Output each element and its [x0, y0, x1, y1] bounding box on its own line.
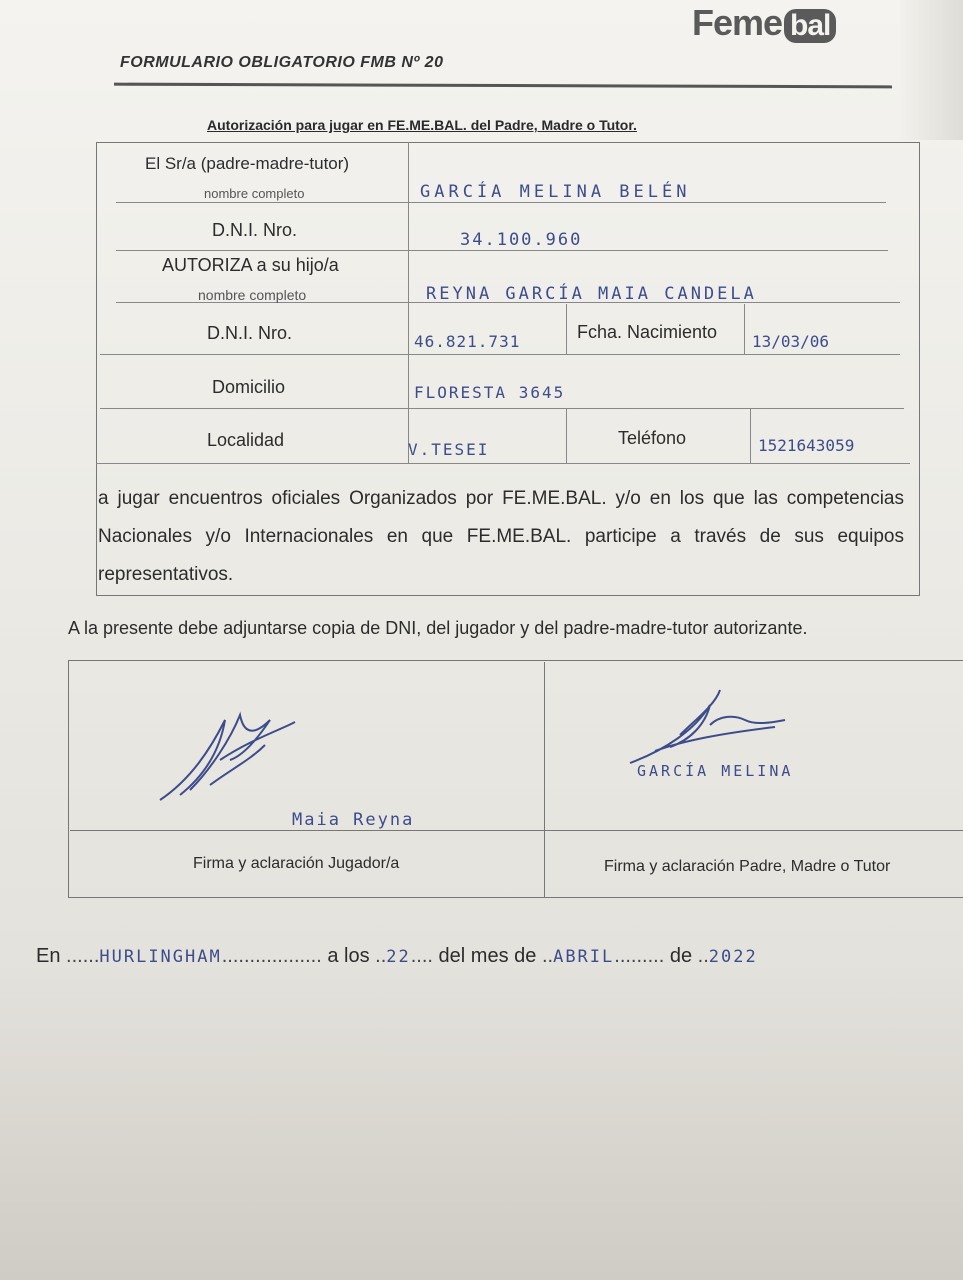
en-label: En	[36, 945, 61, 967]
column-divider-4	[566, 408, 567, 464]
attachment-note: A la presente debe adjuntarse copia de DNI, del jugador y del padre-madre-tutor autorizante.	[68, 618, 808, 638]
address-value: FLORESTA 3645	[414, 383, 566, 402]
parent-dni-value: 34.100.960	[460, 230, 583, 250]
player-signature-label: Firma y aclaración Jugador/a	[193, 855, 400, 872]
title-rule	[114, 83, 892, 89]
row-line	[96, 463, 910, 464]
phone-value: 1521643059	[758, 436, 855, 455]
row-line	[116, 250, 888, 251]
form-title: FORMULARIO OBLIGATORIO FMB Nº 20	[120, 54, 444, 71]
signature-divider	[544, 662, 545, 898]
parent-printed-name: GARCÍA MELINA	[637, 762, 794, 780]
city-label: Localidad	[207, 430, 285, 450]
birth-date-value: 13/03/06	[752, 332, 830, 351]
parent-signature	[625, 685, 795, 770]
mes-label: del mes de	[438, 945, 537, 967]
player-signature	[150, 700, 310, 810]
column-divider-5	[750, 408, 751, 464]
parent-signature-label: Firma y aclaración Padre, Madre o Tutor	[604, 858, 891, 875]
column-divider-3	[744, 304, 745, 354]
child-dni-label: D.N.I. Nro.	[207, 323, 293, 343]
child-name-value: REYNA GARCÍA MAIA CANDELA	[426, 284, 757, 304]
city-value: V.TESEI	[408, 440, 490, 459]
authorization-paragraph: a jugar encuentros oficiales Organizados por FE.ME.BAL. y/o en los que las competencias Nacionales y/o Internacionales en que FE.ME.BAL. participe a través de sus equipos representativos.	[98, 488, 904, 585]
row-line	[100, 408, 904, 409]
signature-row-line	[70, 830, 963, 831]
child-dni-value: 46.821.731	[414, 332, 521, 351]
parent-sublabel: nombre completo	[204, 186, 305, 201]
de-label: de	[669, 945, 693, 967]
date-line: En ......HURLINGHAM.................. a los ..22.... del mes de ..ABRIL......... de ..2022	[36, 945, 758, 967]
row-line	[116, 202, 886, 203]
row-line	[100, 354, 900, 355]
column-divider-2	[566, 304, 567, 354]
player-printed-name: Maia Reyna	[292, 810, 415, 830]
address-label: Domicilio	[212, 377, 286, 397]
parent-name-value: GARCÍA MELINA BELÉN	[420, 182, 691, 202]
parent-dni-label: D.N.I. Nro.	[212, 220, 298, 240]
year-value: 2022	[708, 947, 758, 967]
phone-label: Teléfono	[618, 428, 687, 448]
child-sublabel: nombre completo	[198, 287, 307, 303]
column-divider	[408, 142, 409, 464]
parent-label: El Sr/a (padre-madre-tutor)	[145, 154, 350, 173]
birth-date-label: Fcha. Nacimiento	[577, 322, 718, 342]
a-los-label: a los	[327, 945, 370, 967]
femebal-logo: Feme bal	[692, 2, 836, 44]
day-value: 22	[386, 947, 411, 967]
child-label: AUTORIZA a su hijo/a	[162, 255, 339, 275]
page-fold	[900, 0, 963, 140]
place-value: HURLINGHAM	[99, 947, 222, 967]
month-value: ABRIL	[553, 947, 615, 967]
form-subtitle: Autorización para jugar en FE.ME.BAL. del Padre, Madre o Tutor.	[207, 117, 637, 133]
